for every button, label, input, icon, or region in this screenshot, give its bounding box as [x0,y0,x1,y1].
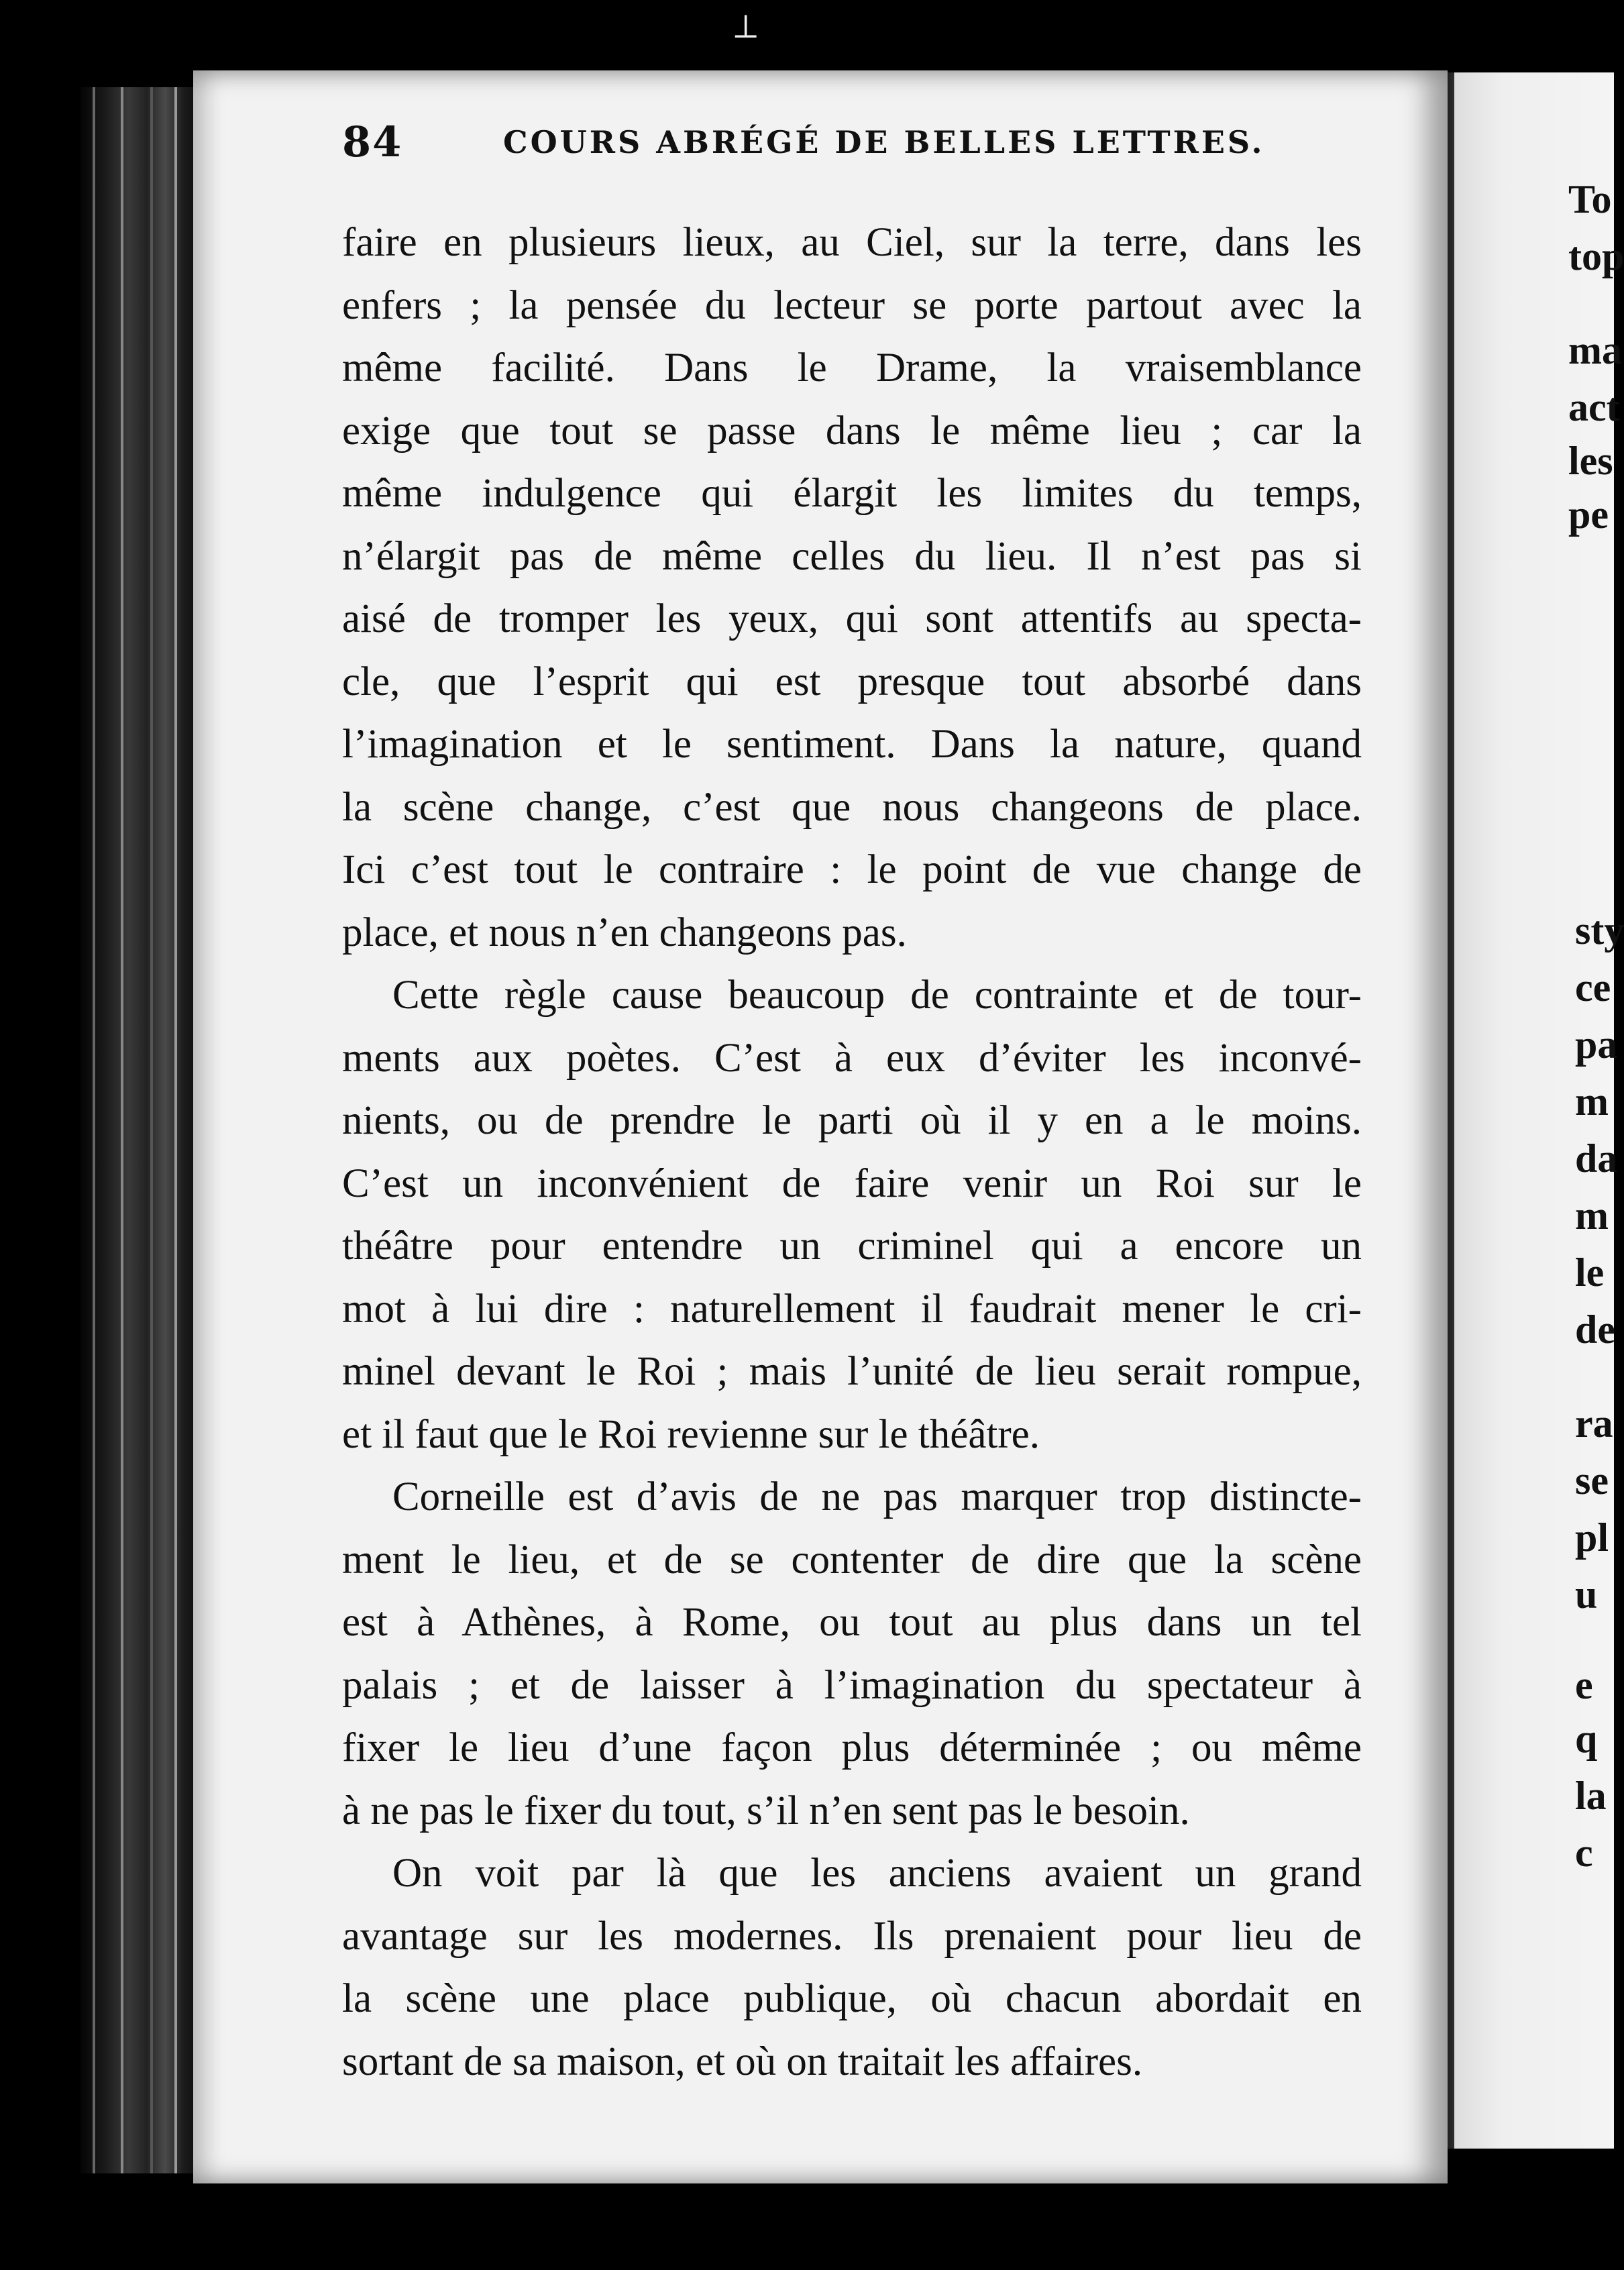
facing-page-text-fragment: pl [1575,1515,1609,1560]
text-line: Ici c’est tout le contraire : le point de vue change de [342,847,1362,892]
spine-edge-line [174,87,177,2173]
paragraph [342,964,1362,1466]
facing-page-text-fragment: sty [1575,908,1624,953]
text-line: aisé de tromper les yeux, qui sont attentifs au specta- [342,596,1362,641]
facing-page-text-fragment: pe [1568,492,1609,537]
text-line: est à Athènes, à Rome, ou tout au plus dans un tel [342,1600,1362,1645]
facing-page-text-fragment: de [1575,1307,1615,1352]
facing-page-text-fragment: e [1575,1663,1593,1707]
facing-page-text-fragment: pa [1575,1022,1618,1067]
facing-page-text-fragment: la [1575,1774,1607,1818]
facing-page-text-fragment: act [1568,385,1620,429]
page-header [342,117,1415,178]
facing-page-text-fragment: ra [1575,1401,1613,1446]
page-body [342,211,1362,2093]
facing-page-text-fragment: m [1575,1079,1609,1124]
facing-page-text-fragment: le [1575,1250,1605,1295]
text-line: enfers ; la pensée du lecteur se porte partout avec la [342,282,1362,328]
text-line: minel devant le Roi ; mais l’unité de lieu serait rompue, [342,1349,1362,1394]
text-line: ment le lieu, et de se contenter de dire que la scène [342,1537,1362,1582]
text-line: même indulgence qui élargit les limites du temps, [342,471,1362,516]
text-line: faire en plusieurs lieux, au Ciel, sur la terre, dans les [342,220,1362,265]
paragraph [342,1466,1362,1842]
running-title: COURS ABRÉGÉ DE BELLES LETTRES. [503,124,1265,160]
paragraph [342,211,1362,964]
text-line: On voit par là que les anciens avaient un grand [392,1851,1362,1896]
book-spine [80,87,201,2173]
text-line: à ne pas le fixer du tout, s’il n’en sent pas le besoin. [342,1788,1190,1833]
facing-page-text-fragment: c [1575,1831,1593,1875]
text-line: exige que tout se passe dans le même lieu ; car la [342,408,1362,453]
facing-page-text-fragment: q [1575,1717,1598,1761]
facing-page-text-fragment: m [1575,1193,1609,1238]
page-number: 84 [342,117,403,166]
facing-page-text-fragment: les [1568,439,1613,483]
paragraph [342,1842,1362,2093]
text-line: mot à lui dire : naturellement il faudrait mener le cri- [342,1286,1362,1332]
facing-page-text-fragment: se [1575,1458,1609,1503]
scan-artifact-mark: ⟂ [735,7,757,46]
text-line: même facilité. Dans le Drame, la vraisemblance [342,345,1362,390]
text-line: la scène change, c’est que nous changeons de place. [342,784,1362,830]
text-line: avantage sur les modernes. Ils prenaient pour lieu de [342,1913,1362,1959]
facing-page-text-fragment: top [1568,234,1624,278]
text-line: place, et nous n’en changeons pas. [342,910,907,955]
facing-page-edge [1454,72,1624,2149]
text-line: C’est un inconvénient de faire venir un Roi sur le [342,1160,1362,1206]
spine-edge-line [93,87,95,2173]
facing-page-text-fragment: u [1575,1572,1598,1617]
text-line: la scène une place publique, où chacun abordait en [342,1976,1362,2021]
spine-edge-line [121,87,123,2173]
facing-page-text-fragment: ma [1568,328,1622,372]
facing-page-text-fragment: da [1575,1136,1618,1181]
text-line: n’élargit pas de même celles du lieu. Il n’est pas si [342,533,1362,579]
text-line: Cette règle cause beaucoup de contrainte et de tour- [392,973,1362,1018]
text-line: l’imagination et le sentiment. Dans la nature, quand [342,722,1362,767]
text-line: théâtre pour entendre un criminel qui a encore un [342,1224,1362,1268]
text-line: nients, ou de prendre le parti où il y en a le moins. [342,1098,1362,1143]
facing-page-text-fragment: To [1568,177,1612,221]
text-line: fixer le lieu d’une façon plus déterminée ; ou même [342,1725,1362,1770]
text-line: sortant de sa maison, et où on traitait les affaires. [342,2039,1143,2084]
text-line: et il faut que le Roi revienne sur le théâtre. [342,1411,1040,1457]
text-line: cle, que l’esprit qui est presque tout absorbé dans [342,659,1362,704]
spine-edge-line [150,87,153,2173]
text-line: Corneille est d’avis de ne pas marquer trop distincte- [392,1474,1362,1519]
text-line: ments aux poètes. C’est à eux d’éviter les inconvé- [342,1035,1362,1081]
book-page [193,70,1448,2183]
text-line: palais ; et de laisser à l’imagination du spectateur à [342,1662,1362,1708]
facing-page-text-fragment: ce [1575,965,1611,1010]
